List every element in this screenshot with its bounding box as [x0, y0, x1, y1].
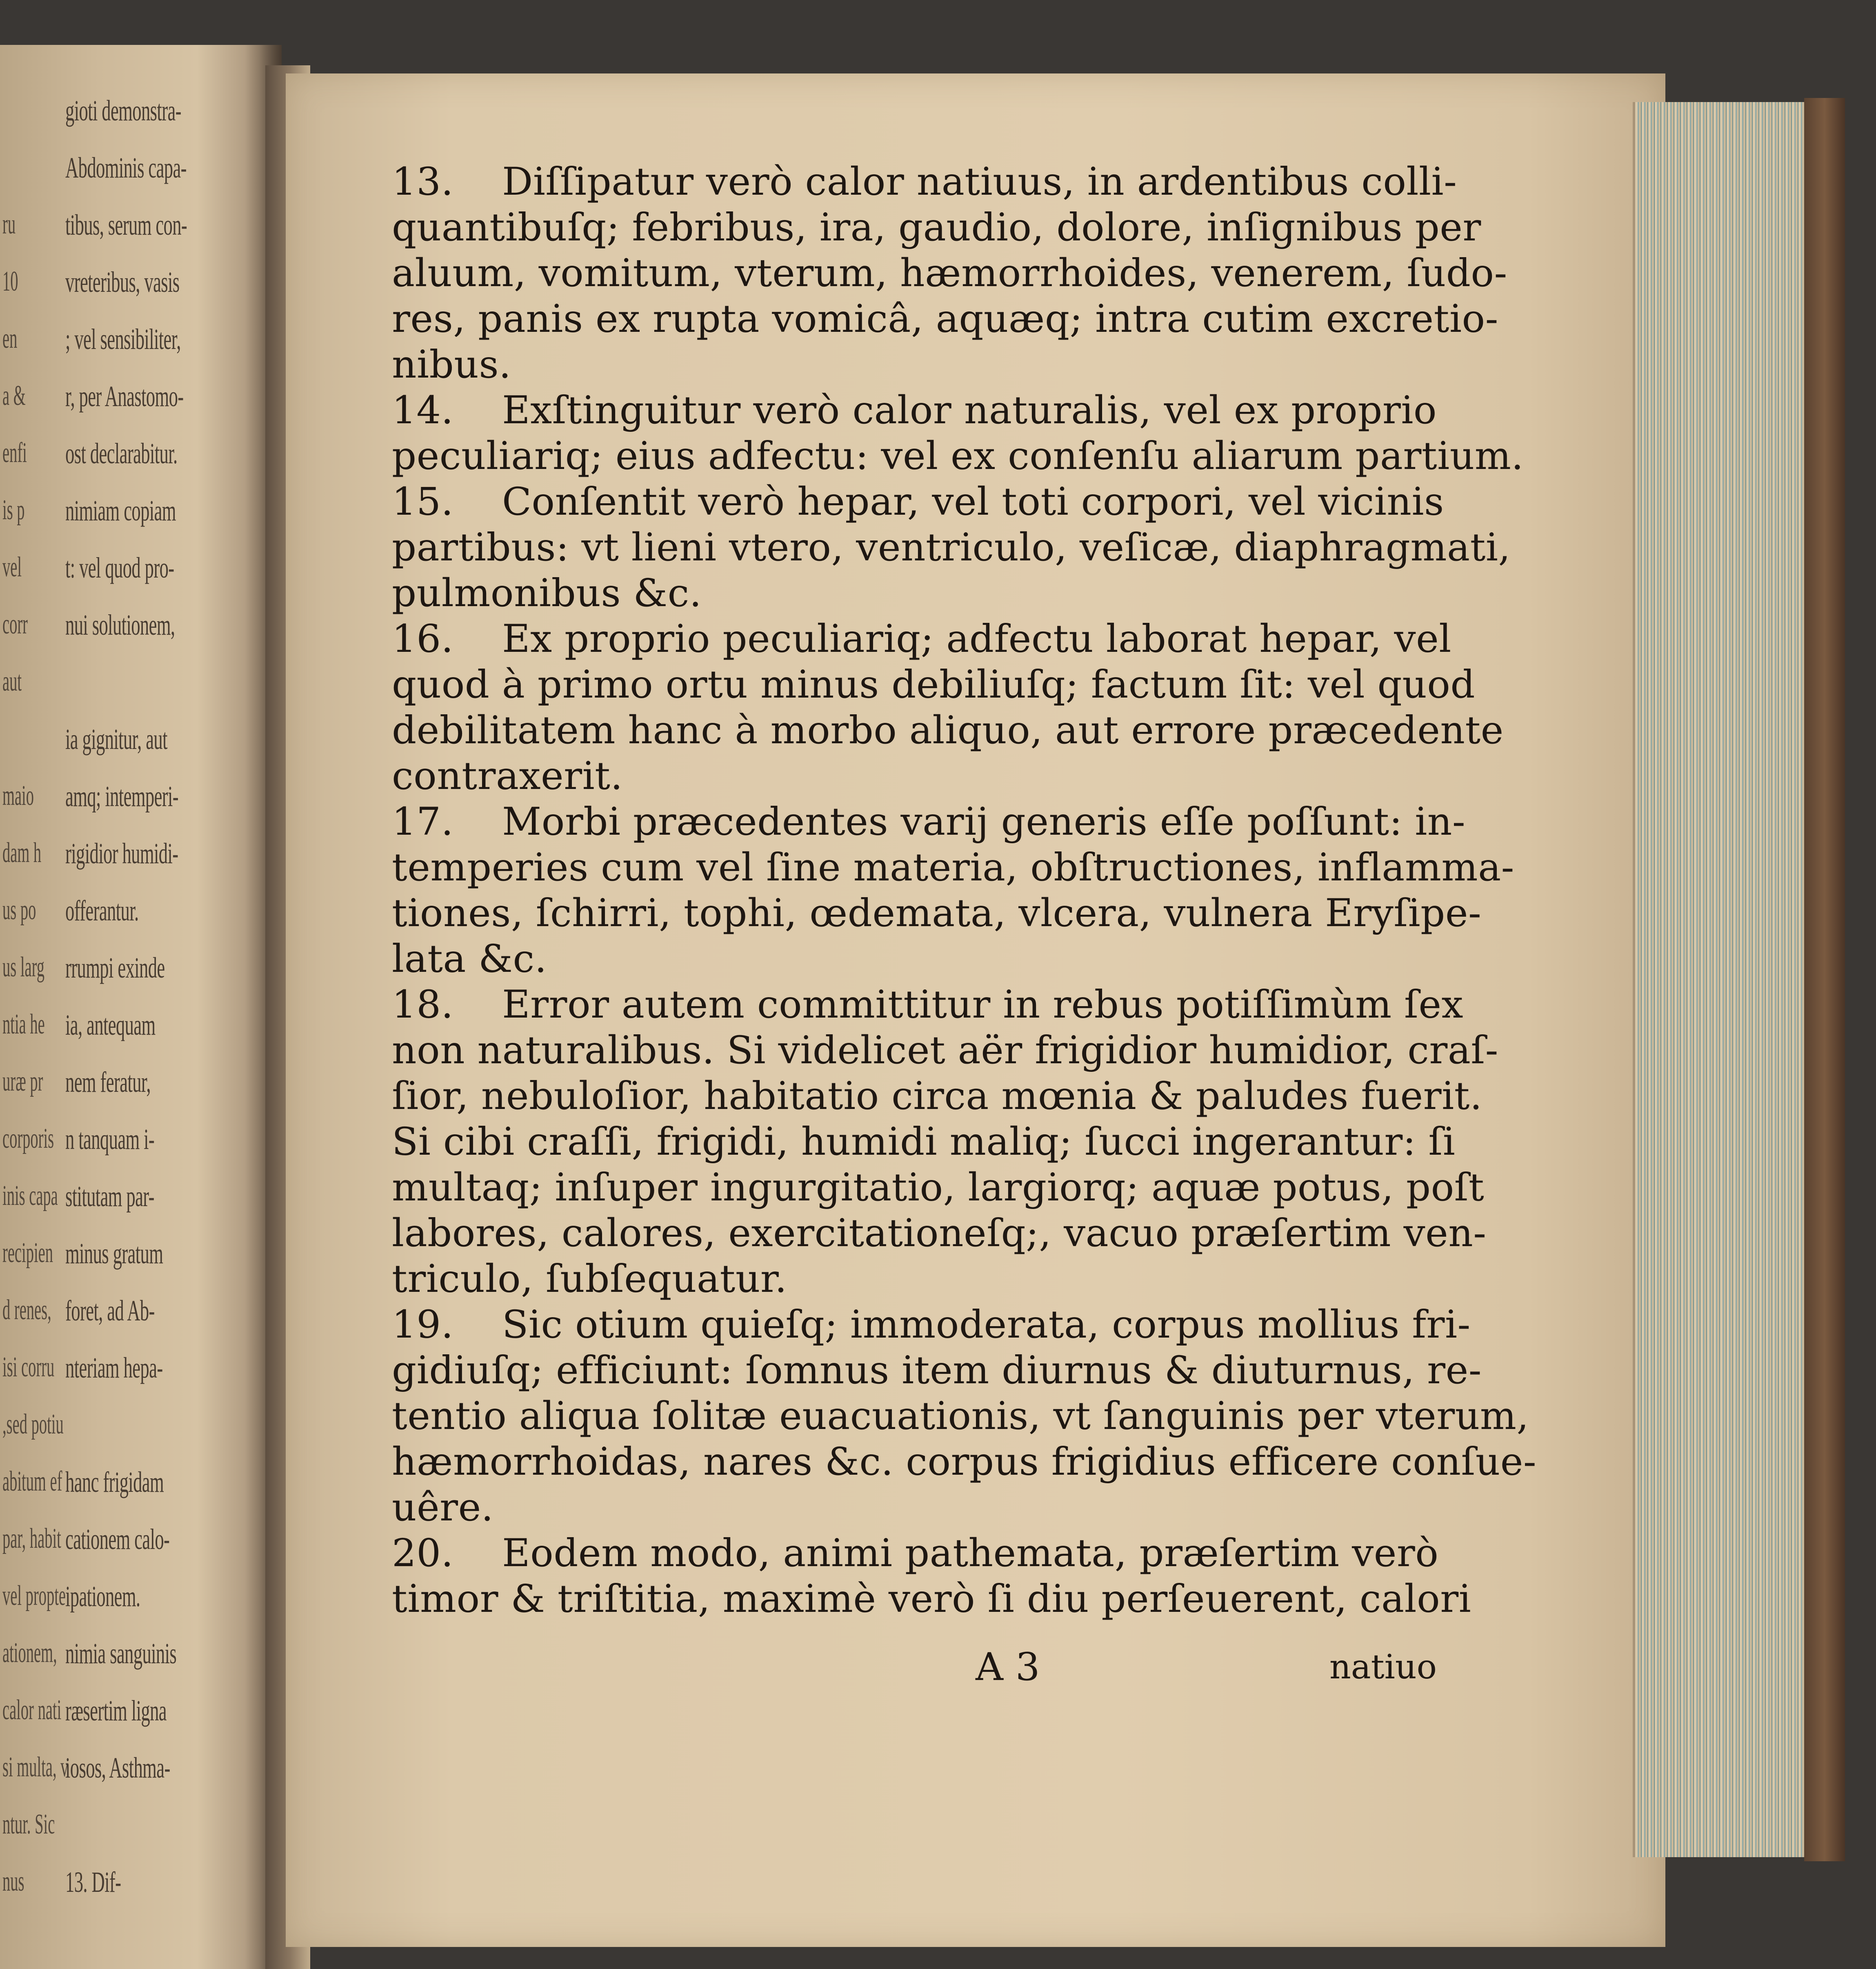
line-text: Exſtinguitur verò calor naturalis, vel ex proprio	[502, 388, 1437, 433]
left-page-line: rigidior humidi-	[65, 837, 178, 870]
text-line	[392, 571, 1437, 616]
left-page-fragment: si multa, v	[2, 1751, 69, 1783]
left-page-line: cationem calo-	[65, 1523, 170, 1556]
page-footer	[392, 1645, 1437, 1690]
line-text: peculiariq; eius adfectu: vel ex conſenſu aliarum partium.	[392, 434, 1524, 478]
line-text: Error autem committitur in rebus potiſſimùm ſex	[502, 982, 1463, 1027]
text-line	[392, 205, 1481, 251]
text-line	[392, 982, 1463, 1028]
page-edges	[1633, 102, 1807, 1857]
line-text: Si cibi craſſi, frigidi, humidi maliq; ſucci ingerantur: ſi	[392, 1120, 1456, 1164]
left-page-fragment: corporis	[2, 1123, 54, 1154]
line-text: partibus: vt lieni vtero, ventriculo, veſicæ, diaphragmati,	[392, 525, 1511, 570]
line-text: Sic otium quieſq; immoderata, corpus mollius fri-	[502, 1302, 1471, 1347]
left-page-fragment: ationem,	[2, 1637, 57, 1669]
text-line	[392, 753, 1437, 799]
left-page-line: hanc frigidam	[65, 1466, 164, 1498]
left-page-line: ia, antequam	[65, 1009, 156, 1041]
left-page-fragment: recipien	[2, 1237, 53, 1269]
left-page-fragment: 10	[2, 266, 18, 297]
text-line	[392, 525, 1511, 571]
line-text: contraxerit.	[392, 754, 623, 798]
line-text: res, panis ex rupta vomicâ, aquæq; intra cutim excretio-	[392, 297, 1498, 341]
line-text: ſior, nebuloſior, habitatio circa mœnia & paludes fuerit.	[392, 1074, 1483, 1118]
left-page-line: nteriam hepa-	[65, 1351, 163, 1384]
left-page-fragment: enfi	[2, 437, 27, 469]
left-page-line: nimia sanguinis	[65, 1637, 177, 1670]
line-text: quantibuſq; febribus, ira, gaudio, dolore, inſignibus per	[392, 205, 1481, 250]
left-page-fragment: abitum ef	[2, 1466, 62, 1497]
paragraph-number: 14.	[392, 388, 453, 433]
left-page-fragment: par, habit	[2, 1523, 61, 1554]
left-page-line: nui solutionem,	[65, 609, 175, 641]
left-page-line: Abdominis capa-	[65, 151, 187, 184]
left-page-line: minus gratum	[65, 1237, 163, 1270]
line-text: Eodem modo, animi pathemata, præſertim verò	[502, 1531, 1439, 1576]
signature-mark: A 3	[976, 1645, 1040, 1689]
line-text: non naturalibus. Si videlicet aër frigidior humidior, craſ-	[392, 1028, 1498, 1073]
text-line	[392, 1576, 1471, 1622]
line-text: tiones, ſchirri, tophi, œdemata, vlcera, vulnera Eryſipe-	[392, 891, 1482, 936]
left-page-fragment: inis capa	[2, 1180, 58, 1211]
left-page-fragment: ,sed potiu	[2, 1409, 64, 1440]
line-text: aluum, vomitum, vterum, hæmorrhoides, venerem, ſudo-	[392, 251, 1507, 296]
left-page-line: r, per Anastomo-	[65, 380, 184, 413]
left-page-fragment: ntia he	[2, 1009, 45, 1040]
left-page-line: ; vel sensibiliter,	[65, 323, 181, 356]
left-page-fragment: en	[2, 323, 18, 354]
text-line	[392, 159, 1457, 205]
text-line	[392, 1028, 1498, 1073]
left-page-fragment: maio	[2, 780, 34, 811]
left-page-fragment: corr	[2, 609, 28, 640]
left-page-line: ost declarabitur.	[65, 437, 178, 470]
line-text: lata &c.	[392, 937, 547, 981]
text-line	[392, 1531, 1437, 1576]
line-text: triculo, ſubſequatur.	[392, 1257, 787, 1301]
line-text: Ex proprio peculiariq; adfectu laborat hepar, vel	[502, 617, 1451, 661]
text-line	[392, 1119, 1456, 1165]
text-line	[392, 342, 1437, 388]
text-line	[392, 616, 1451, 662]
left-page-line: ipationem.	[65, 1580, 140, 1613]
left-page-line: nimiam copiam	[65, 494, 176, 527]
text-line	[392, 708, 1504, 753]
left-page-line: t: vel quod pro-	[65, 551, 174, 584]
left-page-fragment: d renes,	[2, 1294, 51, 1326]
text-line	[392, 479, 1444, 525]
text-line	[392, 1439, 1537, 1485]
text-line	[392, 1211, 1487, 1256]
left-page-fragment: us larg	[2, 951, 45, 983]
text-line	[392, 433, 1524, 479]
left-page-line: vreteribus, vasis	[65, 266, 180, 298]
left-page-fragment: isi corru	[2, 1351, 55, 1383]
text-line	[392, 799, 1466, 845]
text-line	[392, 1348, 1482, 1393]
text-line	[392, 1165, 1485, 1211]
text-line	[392, 1302, 1471, 1348]
catchword: natiuo	[1329, 1648, 1437, 1687]
paragraph-number: 15.	[392, 480, 453, 524]
left-page-line: amq; intemperi-	[65, 780, 179, 813]
text-line	[392, 296, 1498, 342]
line-text: gidiuſq; efficiunt: ſomnus item diurnus & diuturnus, re-	[392, 1348, 1482, 1393]
line-text: quod à primo ortu minus debiliuſq; factum ſit: vel quod	[392, 662, 1476, 707]
left-page-fragment: vel	[2, 551, 22, 583]
left-page-fragment: nus	[2, 1866, 24, 1897]
left-page-line: n tanquam i-	[65, 1123, 155, 1156]
left-page-line: stitutam par-	[65, 1180, 154, 1213]
cover-edge	[1804, 98, 1845, 1861]
left-page-fragment: dam h	[2, 837, 42, 869]
left-page-fragment: vel propte	[2, 1580, 66, 1611]
left-page-line: offerantur.	[65, 894, 139, 927]
left-page-line: 13. Dif-	[65, 1866, 121, 1898]
text-line	[392, 251, 1507, 296]
line-text: Conſentit verò hepar, vel toti corpori, vel vicinis	[502, 480, 1444, 524]
text-block	[392, 159, 1537, 1622]
text-line	[392, 1073, 1483, 1119]
paragraph-number: 13.	[392, 160, 453, 204]
left-page-fragment: aut	[2, 666, 22, 697]
left-page-fragment: us po	[2, 894, 36, 926]
text-line	[392, 1393, 1529, 1439]
line-text: labores, calores, exercitationeſq;, vacuo præſertim ven-	[392, 1211, 1487, 1256]
line-text: debilitatem hanc à morbo aliquo, aut errore præcedente	[392, 708, 1504, 753]
line-text: multaq; inſuper ingurgitatio, largiorq; aquæ potus, poſt	[392, 1165, 1485, 1210]
paragraph-number: 20.	[392, 1531, 453, 1576]
left-page-line: gioti demonstra-	[65, 94, 181, 127]
left-facing-page	[0, 45, 282, 1969]
left-page-fragment: uræ pr	[2, 1066, 43, 1097]
text-line	[392, 662, 1476, 708]
left-page-line: tibus, serum con-	[65, 209, 187, 241]
text-line	[392, 936, 1437, 982]
left-page-line: ia gignitur, aut	[65, 723, 167, 756]
left-page-line: iosos, Asthma-	[65, 1751, 170, 1784]
paragraph-number: 18.	[392, 982, 453, 1027]
text-line	[392, 1485, 1437, 1531]
text-line	[392, 891, 1482, 936]
line-text: Morbi præcedentes varij generis eſſe poſſunt: in-	[502, 800, 1466, 844]
left-page-line: rrumpi exinde	[65, 951, 165, 984]
left-page-fragment: ru	[2, 209, 16, 240]
line-text: hæmorrhoidas, nares &c. corpus frigidius efficere conſue-	[392, 1440, 1537, 1484]
line-text: timor & triſtitia, maximè verò ſi diu perſeuerent, calori	[392, 1577, 1471, 1621]
line-text: pulmonibus &c.	[392, 571, 702, 616]
text-line	[392, 388, 1437, 433]
paragraph-number: 16.	[392, 617, 453, 661]
left-page-line: ræsertim ligna	[65, 1694, 167, 1727]
left-page-fragment: ntur. Sic	[2, 1809, 55, 1840]
text-line	[392, 845, 1514, 891]
line-text: nibus.	[392, 342, 511, 387]
left-page-fragment: a &	[2, 380, 26, 411]
left-page-fragment: calor nati	[2, 1694, 62, 1726]
left-page-line: foret, ad Ab-	[65, 1294, 155, 1327]
paragraph-number: 17.	[392, 800, 453, 844]
text-line	[392, 1256, 1437, 1302]
line-text: Diſſipatur verò calor natiuus, in ardentibus colli-	[502, 160, 1457, 204]
left-page-fragment: is p	[2, 494, 25, 526]
paragraph-number: 19.	[392, 1302, 453, 1347]
line-text: temperies cum vel ſine materia, obſtructiones, inflamma-	[392, 845, 1514, 890]
line-text: uêre.	[392, 1485, 494, 1530]
line-text: tentio aliqua ſolitæ euacuationis, vt ſanguinis per vterum,	[392, 1394, 1529, 1438]
left-page-line: nem feratur,	[65, 1066, 151, 1098]
